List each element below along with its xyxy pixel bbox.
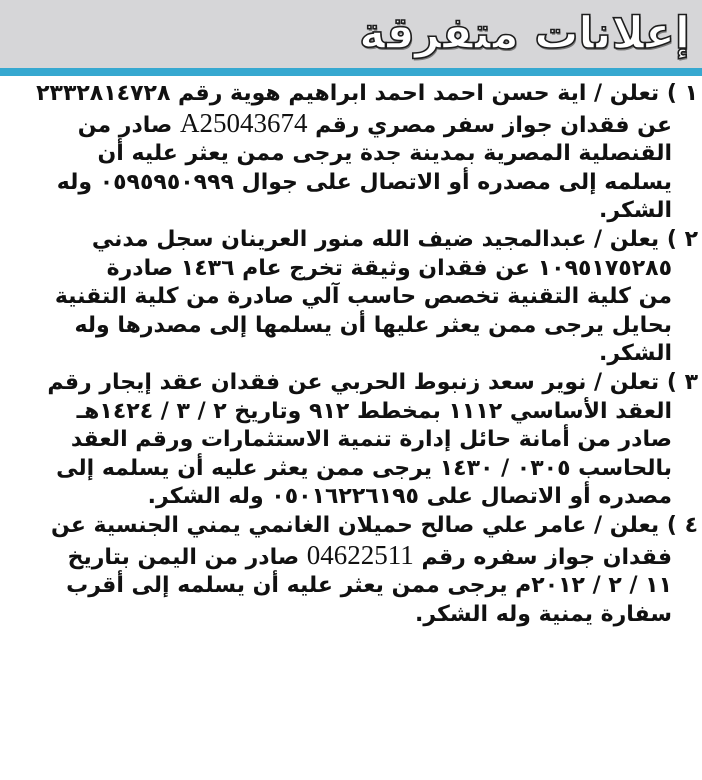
classified-ads — [6, 80, 698, 629]
ad-item-3 — [6, 369, 698, 512]
ad-text: فقدان جواز سفره رقم — [421, 544, 672, 570]
header-banner — [0, 0, 702, 68]
ad-item-1 — [6, 80, 698, 226]
ad-line: الشكر. — [598, 198, 672, 224]
passport-number: 04622511 — [306, 539, 414, 570]
ad-line: ١١ / ٢ / ٢٠١٢م يرجى ممن يعثر عليه أن يسلمه إلى أقرب — [66, 573, 672, 599]
passport-number: A25043674 — [179, 107, 308, 138]
section-title: إعلانات متفرقة — [359, 8, 690, 59]
ad-text: صادر من — [77, 112, 173, 138]
ad-item-2 — [6, 226, 698, 369]
ad-line: ٢ ) يعلن / عبدالمجيد ضيف الله منور العرينان سجل مدني — [91, 226, 698, 252]
ad-line: من كلية التقنية تخصص حاسب آلي صادرة من كلية التقنية — [54, 284, 672, 310]
ad-line: يسلمه إلى مصدره أو الاتصال على جوال ٠٥٩٥٩٥٠٩٩٩ وله — [56, 169, 672, 195]
ad-line — [6, 109, 698, 141]
ad-line: مصدره أو الاتصال على ٠٥٠١٦٢٢٦١٩٥ وله الشكر. — [147, 484, 672, 510]
ad-line: ١٠٩٥١٧٥٢٨٥ عن فقدان وثيقة تخرج عام ١٤٣٦ صادرة — [106, 255, 672, 281]
ad-item-4 — [6, 512, 698, 629]
ad-line: بحايل يرجى ممن يعثر عليها أن يسلمها إلى مصدرها وله — [74, 312, 672, 338]
ad-line: ٤ ) يعلن / عامر علي صالح حميلان الغانمي يمني الجنسية عن — [51, 512, 698, 538]
ad-line: سفارة يمنية وله الشكر. — [415, 601, 672, 627]
ad-line: صادر من أمانة حائل إدارة تنمية الاستثمارات ورقم العقد — [70, 427, 672, 453]
ad-text: عن فقدان جواز سفر مصري رقم — [315, 112, 672, 138]
ad-line: القنصلية المصرية بمدينة جدة يرجى ممن يعثر عليه أن — [97, 141, 672, 167]
ad-line — [6, 541, 698, 573]
ad-text: صادر من اليمن بتاريخ — [67, 544, 300, 570]
accent-divider — [0, 68, 702, 76]
ad-line: العقد الأساسي ١١١٢ بمخطط ٩١٢ وتاريخ ٢ / ٣ / ١٤٢٤هـ — [76, 398, 672, 424]
ad-line: بالحاسب ٠٣٠٥ / ١٤٣٠ يرجى ممن يعثر عليه أن يسلمه إلى — [56, 455, 672, 481]
ad-line: ١ ) تعلن / اية حسن احمد احمد ابراهيم هوية رقم ٢٣٣٢٨١٤٧٢٨ — [36, 81, 698, 106]
ad-line: ٣ ) تعلن / نوير سعد زنبوط الحربي عن فقدان عقد إيجار رقم — [47, 369, 698, 395]
ad-line: الشكر. — [598, 341, 672, 367]
